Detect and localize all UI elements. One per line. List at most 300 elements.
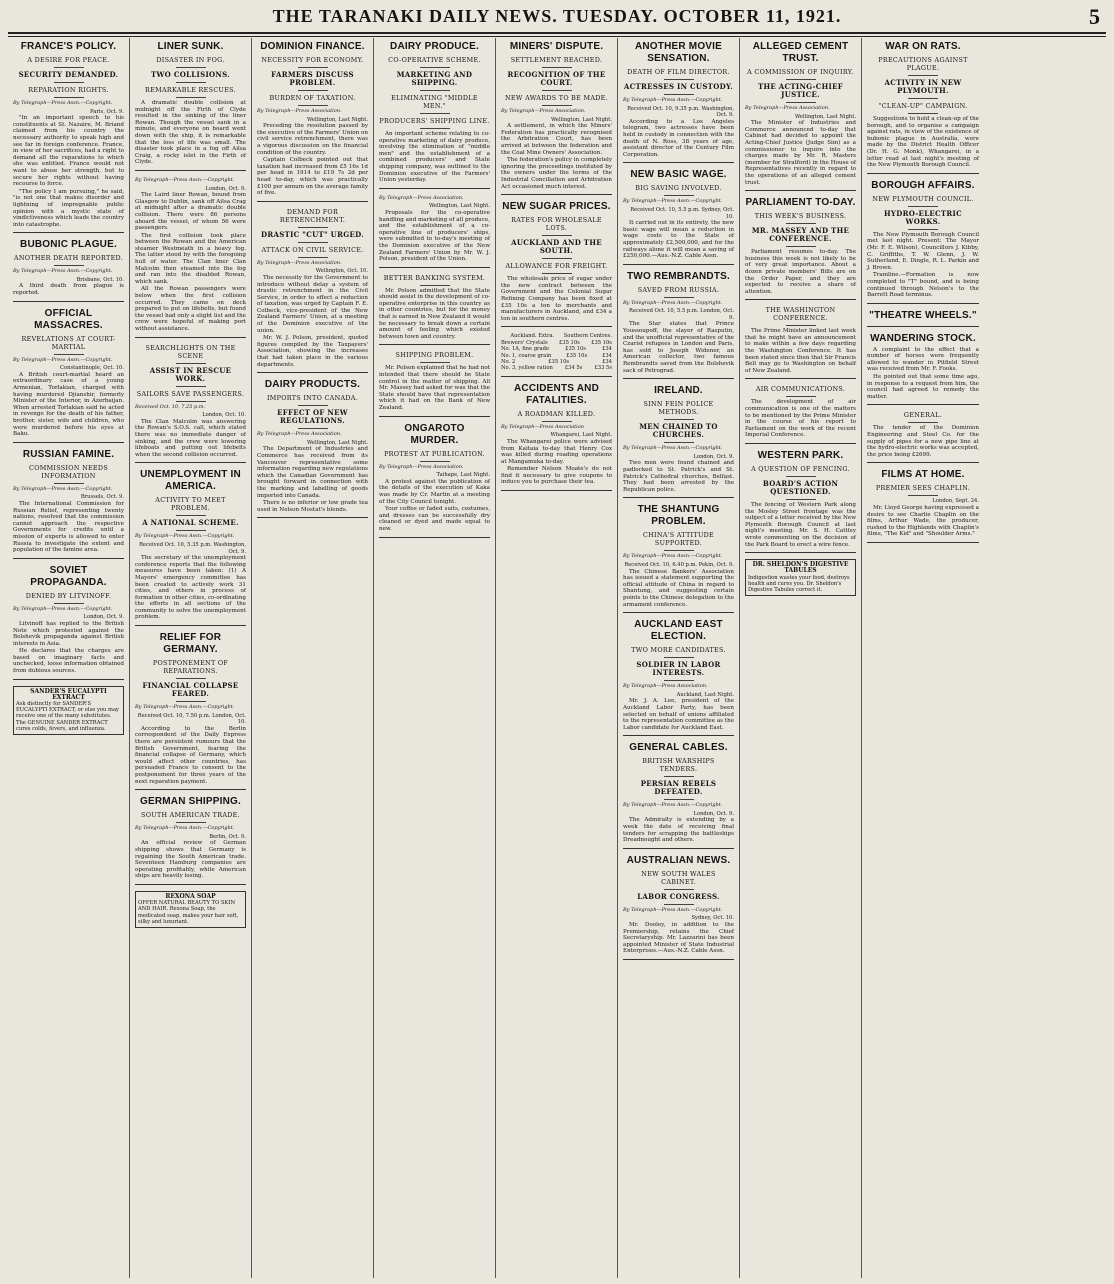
short-rule	[664, 904, 694, 905]
article-separator	[13, 558, 124, 559]
short-rule	[298, 242, 328, 243]
article-paragraph: A third death from plague is reported.	[13, 283, 124, 297]
article-body	[623, 569, 734, 609]
article	[379, 351, 490, 416]
article	[501, 333, 612, 376]
short-rule	[54, 483, 84, 484]
article-subheading: SINN FEIN POLICE METHODS.	[643, 400, 714, 417]
article-byline: By Telegraph—Press Association.	[745, 105, 830, 111]
table-cell: £34	[602, 346, 612, 353]
article-body	[623, 817, 734, 843]
article-paragraph: A British court-martial heard an extraordinary case of a young Armenian, Torlakian, charged with having murdered Djianshir, formerly Minister of the Interior, in Azerbaijan. When arrested Torlakian said he acted in revenge for the death of his father, brother, sister, wife and children, who were murdered before his eyes at Baku.	[13, 371, 124, 438]
article-body	[257, 446, 368, 513]
short-rule	[786, 246, 816, 247]
article-separator	[745, 443, 856, 444]
short-rule	[176, 822, 206, 823]
article-subheading: PRECAUTIONS AGAINST PLAGUE.	[878, 56, 968, 72]
short-rule	[54, 603, 84, 604]
article-subheading: ATTACK ON CIVIL SERVICE.	[261, 245, 364, 254]
article	[257, 208, 368, 374]
article-body	[379, 210, 490, 263]
article-headline: ANOTHER MOVIE SENSATION.	[634, 41, 723, 64]
short-rule	[54, 265, 84, 266]
article-subheading: SHIPPING PROBLEM.	[395, 351, 474, 360]
short-rule	[908, 495, 938, 496]
article-subheading: PERSIAN REBELS DEFEATED.	[640, 779, 717, 797]
article-dateline: Whangarei, Last Night.	[550, 432, 612, 439]
article-headline: NEW BASIC WAGE.	[630, 169, 727, 181]
article-paragraph: It carried out in its entirety, the new basic wage will mean a reduction in wage costs to the State of approximately £2,500,000, and for the railways alone it will mean a saving of £250,000.—Aus.-N.Z. Cable Assn.	[623, 220, 734, 260]
article-headline: RUSSIAN FAMINE.	[22, 448, 115, 460]
article-paragraph: The Minister of Industries and Commerce announced to-day that Cabinet had decided to appoint the Acting-Chief Justice (Judge Sim) as a commissioner to inquire into the charges made by Mr. R. Masters (member for Stratford) in the House of Representatives recently in regard to the operations of an alleged cement trust.	[745, 120, 856, 186]
article-dateline: Paris, Oct. 9.	[90, 108, 124, 115]
article-subheading: REVELATIONS AT COURT-MARTIAL	[21, 334, 116, 351]
article-dateline: Sydney, Oct. 10.	[691, 915, 734, 922]
article-headline: SOVIET PROPAGANDA.	[30, 564, 107, 588]
short-rule	[664, 419, 694, 420]
table-cell: No. 1, coarse grain	[501, 352, 552, 359]
article-subheading: BURDEN OF TAXATION.	[269, 94, 356, 102]
article-subheading: COMMISSION NEEDS INFORMATION	[29, 463, 108, 480]
advertisement-text: Indigestion wastes your food, destroys health and cures you. Dr. Sheldon's Digestive Tabules correct it.	[748, 574, 850, 593]
article-paragraph: Mr. Dooley, in addition to the Premiership, retains the Chief Secretaryship. Mr. Lazzarini has been appointed Minister of State Industrial Enterprises.—Aus.-N.Z. Cable Assn.	[623, 922, 734, 955]
article	[867, 333, 979, 406]
article-subheading: SAVED FROM RUSSIA.	[637, 285, 720, 294]
article-separator	[135, 337, 246, 338]
article-dateline: London, Oct. 9.	[693, 810, 734, 817]
article-body	[135, 419, 246, 459]
article-subheading: BOARD'S ACTION QUESTIONED.	[762, 479, 839, 496]
article-separator	[867, 404, 979, 405]
article-subheading: BIG SAVING INVOLVED.	[635, 184, 722, 193]
article-headline: FRANCE'S POLICY.	[20, 41, 117, 52]
table-cell: £35 10s	[565, 346, 586, 353]
article-paragraph: He declares that the charges are based on imaginary facts and unchecked, loose information obtained from dubious sources.	[13, 648, 124, 675]
short-rule	[542, 105, 572, 106]
article-paragraph: The Star states that Prince Youssoupoff, the slayer of Rasputin, and the unofficial representative of the Czarist refugees in London and Paris, has sold to Joseph Widener, an American collector, two famous Rembrandts saved from the Bolshevik sack of Petrograd.	[623, 321, 734, 374]
short-rule	[298, 257, 328, 258]
article-separator	[623, 612, 734, 613]
article	[623, 619, 734, 736]
article-subheading: A QUESTION OF FENCING.	[751, 465, 850, 473]
short-rule	[176, 97, 206, 98]
short-rule	[420, 67, 450, 68]
article-subheading: RATES FOR WHOLESALE LOTS.	[511, 216, 602, 233]
article-separator	[135, 625, 246, 626]
article-subheading: FARMERS DISCUSS PROBLEM.	[271, 70, 354, 87]
column-1	[8, 38, 130, 1278]
article-subheading: THE WASHINGTON CONFERENCE.	[765, 306, 836, 323]
article-paragraph: An official review of German shipping shows that Germany is regaining the South American trade. Seventeen Hamburg companies are operating profitably, while American ships are heavily losing.	[135, 840, 246, 880]
article-separator	[745, 378, 856, 379]
short-rule	[176, 67, 206, 68]
article	[745, 41, 856, 191]
article-paragraph: The Department of Industries and Commerce has received from its Vancouver representative some information regarding new regulations which the Canadian Government has brought forward in connection with the marking and labelling of goods imported into Canada.	[257, 446, 368, 499]
article-body	[867, 505, 979, 538]
article-separator	[135, 462, 246, 463]
article-subheading: ANOTHER DEATH REPORTED.	[13, 254, 124, 263]
short-rule	[542, 90, 572, 91]
short-rule	[542, 258, 572, 259]
article-paragraph: The necessity for the Government to introduce without delay a system of drastic retrenchment in the Civil Service, in order to effect a reduction of taxation, was urged by Captain F. E. Colbeck, vice-president of the New Zealand Farmers' Union, at a meeting of the Dominion executive of the union.	[257, 274, 368, 334]
article-subheading: A NATIONAL SCHEME.	[142, 518, 239, 528]
columns-container	[8, 38, 1106, 1278]
advertisement-title: SANDER'S EUCALYPTI EXTRACT	[30, 687, 107, 701]
article-paragraph: The New Plymouth Borough Council met last night. Present: The Mayor (Mr. F. E. Wilson), Councillors J. Kibby, C. Griffiths, T. W. Glenn, J. W. Sutherland, E. Dingle, R. L. Parkin and J. Brown.	[867, 231, 979, 271]
article-subheading: GENERAL.	[903, 411, 943, 420]
article-separator	[501, 376, 612, 377]
article-dateline: Received Oct. 10, 7.50 p.m. London, Oct. 10.	[137, 712, 246, 726]
article-subheading: SOUTH AMERICAN TRADE.	[141, 811, 240, 820]
article-paragraph: He pointed out that some time ago, in response to a request from him, the council had agreed to remedy the matter.	[867, 374, 979, 400]
table-header-cell: Southern Centres.	[563, 333, 612, 340]
masthead-rule	[8, 32, 1106, 37]
article-dateline: Wellington, Last Night.	[795, 113, 856, 120]
article-body	[135, 726, 246, 785]
article-separator	[13, 301, 124, 302]
article-paragraph: The Admiralty is extending by a week the date of receiving final tenders for scrapping the battleships Dreadnought and others.	[623, 817, 734, 844]
article	[745, 306, 856, 379]
article-headline: DAIRY PRODUCE.	[390, 41, 479, 52]
advertisement	[745, 559, 856, 596]
article-subheading: PREMIER SEES CHAPLIN.	[875, 484, 971, 493]
table-cell: £35 10s	[591, 339, 612, 346]
article-subheading: AUCKLAND AND THE SOUTH.	[511, 238, 602, 256]
article-subheading: TWO MORE CANDIDATES.	[631, 646, 726, 655]
short-rule	[664, 680, 694, 681]
article-dateline: Berlin, Oct. 9.	[209, 833, 246, 840]
article	[623, 855, 734, 960]
short-rule	[176, 515, 206, 516]
short-rule	[298, 227, 328, 228]
article	[623, 385, 734, 498]
article-paragraph: A settlement, in which the Miners' Federation has practically recognised the Arbitration Court, has been arrived at between the federation and the Coal Mine Owners' Association.	[501, 123, 612, 156]
article-body	[623, 460, 734, 493]
article-headline: AUSTRALIAN NEWS.	[626, 854, 731, 866]
article-subheading: NECESSITY FOR ECONOMY.	[261, 56, 364, 64]
article-body	[135, 100, 246, 166]
article-subheading: BRITISH WARSHIPS TENDERS.	[642, 757, 715, 774]
article-subheading: SEARCHLIGHTS ON THE SCENE	[145, 343, 236, 360]
article-subheading: DENIED BY LITVINOFF.	[25, 591, 112, 600]
article-body	[379, 479, 490, 533]
article-subheading: DEMAND FOR RETRENCHMENT.	[279, 207, 346, 224]
article-separator	[13, 232, 124, 233]
article-paragraph: According to a Los Angeles telegram, two actresses have been held in custody in connection with the death of N. Ross, 38 years of age, assistant director of the Century Film Corporation.	[623, 118, 734, 158]
article-separator	[745, 190, 856, 191]
article-subheading: DISASTER IN FOG.	[156, 56, 225, 64]
table-cell: No. 2	[501, 358, 516, 365]
article-subheading: RECOGNITION OF THE COURT.	[507, 70, 606, 87]
article-dateline: London, Oct. 9.	[83, 614, 124, 621]
short-rule	[54, 82, 84, 83]
column-6	[618, 38, 740, 1278]
article-subheading: TWO COLLISIONS.	[151, 70, 230, 79]
advertisement-text: Ask distinctly for SANDER'S EUCALYPTI EXTRACT, or else you may receive one of the many substitutes. The GENUINE SANDER EXTRACT cures colds, fevers, and influenza.	[16, 701, 119, 732]
article-body	[257, 275, 368, 368]
article-subheading: NEW SOUTH WALES CABINET.	[641, 869, 716, 886]
column-2	[130, 38, 252, 1278]
article-subheading: MEN CHAINED TO CHURCHES.	[639, 422, 718, 440]
article-separator	[257, 372, 368, 373]
article-dateline: Wellington, Last Night.	[551, 116, 612, 123]
article-subheading: NEW AWARDS TO BE MADE.	[505, 94, 608, 102]
article-dateline: London, Sept. 24.	[932, 498, 979, 505]
article	[379, 41, 490, 189]
article-paragraph: A dramatic double collision at midnight off the Firth of Clyde resulted in the sinking of the liner Rowan. Though the vessel sank in a minute, and everyone on board went down with the ship, it is remarkable that the loss of life was small. The disaster took place in a fog off Ailsa Craig, a rocky islet in the Firth of Clyde.	[135, 100, 246, 166]
short-rule	[908, 422, 938, 423]
short-rule	[786, 476, 816, 477]
short-rule	[420, 362, 450, 363]
article-paragraph: Remember Nelson Moate's do not find it necessary to give coupons to induce you to purchase their tea.	[501, 466, 612, 486]
short-rule	[908, 206, 938, 207]
article-headline: IRELAND.	[654, 385, 703, 397]
article-body	[623, 119, 734, 159]
article-paragraph: Parliament resumes to-day. The business this week is not likely to be of very great importance. About a dozen private members' Bills are on the Order Paper, and they are expected to receive a share of attention.	[745, 249, 856, 295]
article	[257, 379, 368, 518]
article-separator	[623, 264, 734, 265]
short-rule	[908, 113, 938, 114]
short-rule	[298, 105, 328, 106]
article-headline: "THEATRE WHEELS."	[869, 309, 977, 321]
article-headline: DOMINION FINANCE.	[260, 41, 365, 52]
article-headline: ONGAROTO MURDER.	[404, 422, 465, 446]
article-paragraph: Mr. J. A. Lee, president of the Auckland Labor Party, has been selected on behalf of unions affiliated to the representation committee as the Labor candidate for Auckland East.	[623, 698, 734, 731]
article-subheading: REPARATION RIGHTS.	[28, 86, 109, 94]
short-rule	[664, 297, 694, 298]
table-cell: No. 1A, fine grade	[501, 346, 550, 353]
article	[13, 308, 124, 443]
article-subheading: ACTRESSES IN CUSTODY.	[623, 82, 734, 91]
article-subheading: A COMMISSION OF INQUIRY.	[747, 68, 854, 76]
article-subheading: FINANCIAL COLLAPSE FEARED.	[142, 681, 239, 699]
article-paragraph: According to the Berlin correspondent of the Daily Express there are persistent rumours that the British Government, fearing the financial collapse of Germany, which would affect other countries, has persuaded France to consent to the postponement for three years of the next reparation payment.	[135, 725, 246, 785]
article-subheading: BETTER BANKING SYSTEM.	[383, 273, 486, 282]
article	[867, 180, 979, 304]
article-separator	[867, 542, 979, 543]
article-paragraph: There is no inferior or low grade tea used in Nelson Mostat's blends.	[257, 500, 368, 513]
article-paragraph: Mr. Polson admitted that the State should assist in the development of co-operative enterprise in this country as in other countries, but for the money that is earned in New Zealand it would be necessary to break down a certain amount of feeling which existed between town and country.	[379, 287, 490, 340]
article-headline: DAIRY PRODUCTS.	[264, 379, 361, 391]
article-separator	[623, 497, 734, 498]
article-separator	[135, 789, 246, 790]
article	[623, 742, 734, 849]
short-rule	[664, 79, 694, 80]
short-rule	[298, 90, 328, 91]
article	[745, 197, 856, 300]
article-body	[379, 131, 490, 184]
table-cell: £34	[602, 358, 612, 365]
article-headline: FILMS AT HOME.	[881, 469, 965, 481]
short-rule	[298, 428, 328, 429]
article-subheading: DEATH OF FILM DIRECTOR.	[627, 68, 730, 76]
article	[867, 469, 979, 543]
article-subheading: CO-OPERATIVE SCHEME.	[388, 56, 481, 64]
article-headline: UNEMPLOYMENT IN AMERICA.	[140, 469, 241, 493]
article-subheading: ASSIST IN RESCUE WORK.	[149, 365, 232, 383]
article-dateline: Wellington, Last Night.	[429, 203, 490, 210]
article-headline: LINER SUNK.	[157, 41, 224, 52]
article-separator	[135, 170, 246, 171]
article-byline: By Telegraph—Press Assn.—Copyright.	[135, 704, 235, 711]
article-byline: By Telegraph—Press Assn.—Copyright.	[623, 445, 723, 452]
short-rule	[542, 421, 572, 422]
article-paragraph: "In an important speech to his constituents at St. Nazaire, M. Briand claimed from his country the necessary authority to speak high and see far in foreign conference. France, in view of her sacrifices, had a right to demand all the reparations to which she was entitled. France would not want to abuse her strength, but to secure her rights without having recourse to force.	[13, 115, 124, 188]
article-body	[867, 232, 979, 299]
article-subheading: LABOR CONGRESS.	[637, 891, 720, 901]
article-body	[257, 123, 368, 197]
table-cell: No. 3, yellow ration	[501, 365, 553, 372]
article	[135, 344, 246, 464]
article	[623, 504, 734, 613]
article-dateline: Auckland, Last Night.	[676, 691, 734, 698]
short-rule	[420, 128, 450, 129]
column-7	[740, 38, 862, 1278]
article-body	[501, 123, 612, 190]
article-paragraph: The fencing of Western Park along the Mosley Street frontage was the subject of a letter received by the New Plymouth Borough Council at last night's meeting. Mr. S. H. Cattley wrote commenting on the decision of the Park Board to erect a wire fence.	[745, 502, 856, 548]
article-headline: TWO REMBRANDTS.	[627, 270, 730, 282]
short-rule	[664, 550, 694, 551]
article-separator	[623, 848, 734, 849]
article	[501, 41, 612, 195]
article-headline: AUCKLAND EAST ELECTION.	[634, 619, 723, 643]
article	[745, 385, 856, 444]
article-body	[135, 555, 246, 621]
article-headline: MINERS' DISPUTE.	[509, 41, 604, 52]
article-paragraph: The Prime Minister linked last week that he might have an announcement to make within a few days regarding the Washington Conference. It has been stated since then that Sir Francis Bell may go to Washington on behalf of New Zealand.	[745, 328, 856, 374]
article-paragraph: An important scheme relating to co-operative marketing of dairy produce, involving the elimination of "middle men" and the establishment of a combined producers' and State shipping company, was outlined to the Dominion executive of the Farmers' Union yesterday.	[379, 131, 490, 184]
short-rule	[176, 678, 206, 679]
article-byline: By Telegraph—Press Association	[501, 423, 584, 430]
article-body	[745, 120, 856, 186]
article-paragraph: Mr. Polson explained that he had not intended that there should be State control in the matter of shipping. All Mr. Massey had asked for was that the State should have that representation which it had on the Bank of New Zealand.	[379, 365, 490, 411]
article-separator	[867, 326, 979, 327]
article-paragraph: Tramline.—Formation is now completed to "T" bound, and is being continued through Nelson's to the Barrett Road terminus.	[867, 272, 979, 299]
article-dateline: Wellington, Last Night.	[307, 116, 368, 123]
article-paragraph: The development of air communication is one of the matters to be mentioned by the Prime Minister in the course of his report to Parliament on the work of the recent Imperial Conference.	[745, 399, 856, 439]
short-rule	[664, 776, 694, 777]
article-paragraph: The tender of the Dominion Engineering and Steel Co. for the supply of pipes for a new pipe line at the hydro-electric works was accepted, the price being £2699.	[867, 425, 979, 458]
article	[13, 239, 124, 301]
article-dateline: Received Oct. 10, 5.5 p.m. Sydney, Oct. 10.	[630, 206, 734, 220]
advertisement	[13, 686, 124, 735]
table-cell: £34 5s	[564, 365, 583, 372]
short-rule	[786, 396, 816, 397]
article-dateline: London, Oct. 10.	[202, 412, 246, 419]
article	[501, 383, 612, 491]
article	[379, 423, 490, 538]
advertisement-title: DR. SHELDON'S DIGESTIVE TABULES	[752, 561, 849, 575]
article-separator	[379, 537, 490, 538]
article-subheading: MR. MASSEY AND THE CONFERENCE.	[751, 226, 850, 244]
article-body	[623, 220, 734, 260]
article-paragraph: The Clan Malcolm was answering the Rowan's S.O.S. call, which stated there was no immediate danger of sinking, and the crew were lowering lifeboats and putting out lifebelts when the second collision occurred.	[135, 418, 246, 458]
article-separator	[501, 490, 612, 491]
article-byline: By Telegraph—Press Association.	[257, 431, 342, 438]
article-subheading: NEW PLYMOUTH COUNCIL.	[872, 194, 974, 203]
article-body	[623, 698, 734, 731]
article-subheading: SETTLEMENT REACHED.	[510, 56, 603, 64]
article-byline: By Telegraph—Press Assn.—Copyright.	[13, 268, 113, 275]
article-body	[867, 347, 979, 401]
short-rule	[298, 405, 328, 406]
column-8	[862, 38, 984, 1278]
article-byline: Received Oct. 10, 7.25 p.m.	[135, 403, 206, 410]
article-subheading: PRODUCERS' SHIPPING LINE.	[379, 117, 490, 125]
article-separator	[257, 517, 368, 518]
article-dateline: Brisbane, Oct. 10.	[76, 276, 124, 283]
article-separator	[13, 442, 124, 443]
article-subheading: "CLEAN-UP" CAMPAIGN.	[878, 102, 968, 110]
advertisement-title: REXONA SOAP	[165, 892, 216, 900]
article	[867, 411, 979, 463]
page-number: 5	[1089, 4, 1100, 29]
short-rule	[420, 90, 450, 91]
article-subheading: ACTIVITY TO MEET PROBLEM.	[155, 496, 226, 513]
article-paragraph: The International Commission for Russian Relief, representing twenty nations, resolved that the commission cannot approach the respective Governments for credits until a mission of experts is allowed to enter Russia to investigate the extent and population of the famine area.	[13, 500, 124, 554]
article	[13, 449, 124, 559]
article	[135, 177, 246, 338]
article-paragraph: Suggestions to hold a clean-up of the borough, and to organise a campaign against rats, in view of the existence of bubonic plague in Australia, were made by the District Health Officer (Dr. H. G. Monk), Whangarei, in a letter read at last night's meeting of the New Plymouth Borough Council.	[867, 116, 979, 169]
short-rule	[786, 102, 816, 103]
article-separator	[745, 552, 856, 553]
article-subheading: SOLDIER IN LABOR INTERESTS.	[636, 660, 721, 678]
article-subheading: THE ACTING-CHIEF JUSTICE.	[757, 82, 844, 99]
article-paragraph: The Whangarei police were advised from Kaitaia to-day that Henry Cox was killed during roading operations at Mangamuka to-day.	[501, 438, 612, 465]
article-paragraph: All the Rowan passengers were below when the first collision occurred. They came on deck prepared to put on lifebelts, but found the vessel had only a slight list and the crew were hopeful of making port without assistance.	[135, 286, 246, 332]
article-subheading: ALLOWANCE FOR FREIGHT.	[505, 262, 608, 271]
article-subheading: AIR COMMUNICATIONS.	[755, 385, 846, 394]
short-rule	[786, 499, 816, 500]
short-rule	[176, 363, 206, 364]
article-byline: By Telegraph—Press Assn.—Copyright.	[623, 299, 723, 306]
advertisement	[135, 891, 246, 928]
short-rule	[176, 82, 206, 83]
article-byline: By Telegraph—Press Assn.—Copyright.	[13, 100, 113, 106]
article-separator	[379, 267, 490, 268]
article	[135, 469, 246, 626]
article-byline: By Telegraph—Press Assn.—Copyright.	[13, 605, 113, 612]
article-headline: GERMAN SHIPPING.	[140, 796, 241, 808]
article-body	[745, 249, 856, 295]
short-rule	[664, 195, 694, 196]
short-rule	[908, 75, 938, 76]
article-paragraph: A protest against the publication of the details of the execution of Kaka was made by Cr. Martin at a meeting of the City Council tonight.	[379, 478, 490, 505]
article-subheading: A DESIRE FOR PEACE.	[27, 56, 110, 64]
short-rule	[542, 235, 572, 236]
article-separator	[623, 162, 734, 163]
article-separator	[623, 959, 734, 960]
article-subheading: HYDRO-ELECTRIC WORKS.	[884, 208, 962, 226]
article-byline: By Telegraph—Press Assn.—Copyright.	[13, 485, 113, 492]
article-dateline: Received Oct. 10, 5.35 p.m. Washington, Oct. 9.	[139, 541, 246, 555]
article-subheading: EFFECT OF NEW REGULATIONS.	[277, 408, 348, 426]
article	[13, 41, 124, 233]
article-headline: GENERAL CABLES.	[629, 742, 728, 754]
article-byline: By Telegraph—Press Association.	[379, 194, 464, 201]
article-separator	[379, 344, 490, 345]
short-rule	[542, 67, 572, 68]
article-dateline: Received Oct. 10, 6.40 p.m. Pekin, Oct. 9.	[624, 561, 734, 568]
short-rule	[908, 98, 938, 99]
article-separator	[13, 679, 124, 680]
article	[623, 169, 734, 264]
article	[135, 796, 246, 885]
short-rule	[54, 97, 84, 98]
article	[379, 195, 490, 268]
article-body	[867, 116, 979, 169]
short-rule	[420, 461, 450, 462]
